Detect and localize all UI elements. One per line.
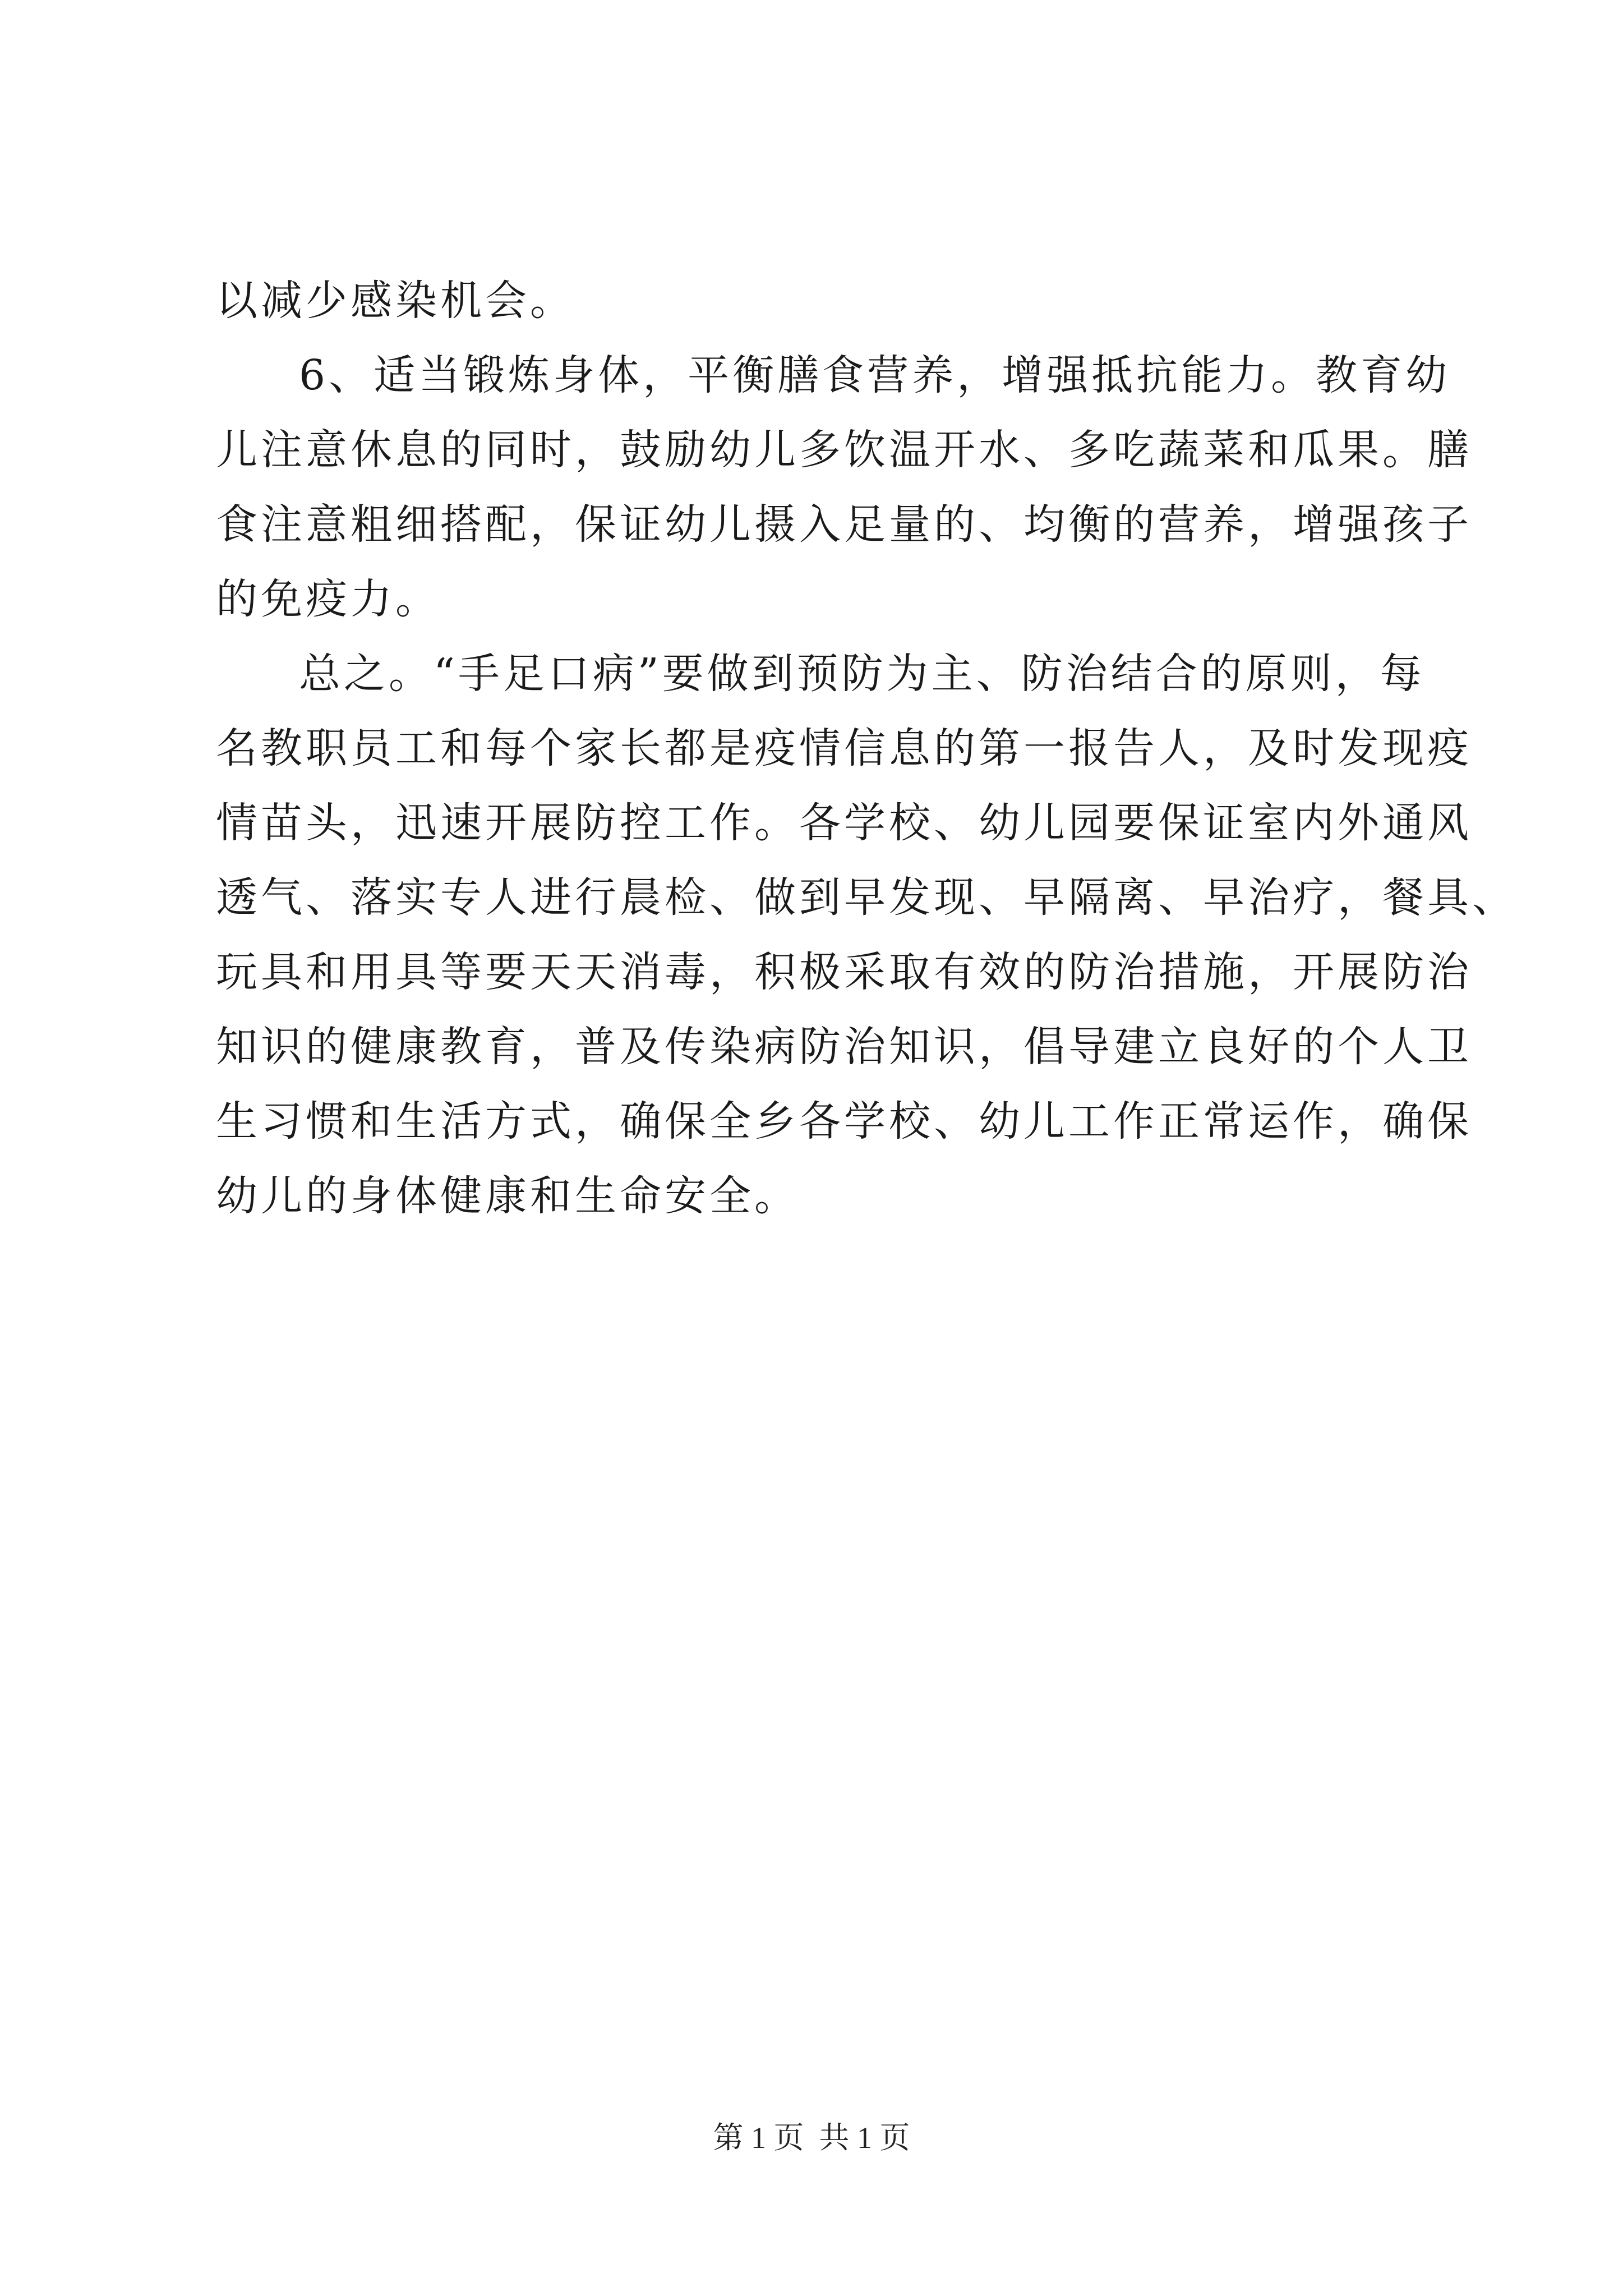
paragraph-3-line-1: 总之。“手足口病”要做到预防为主、防治结合的原则，每 (299, 650, 1425, 698)
document-body (216, 264, 1517, 1234)
page-footer: 第 1 页 共 1 页 (713, 2121, 910, 2155)
paragraph-3-line-8: 幼儿的身体健康和生命安全。 (216, 1172, 799, 1220)
paragraph-2-line-3: 食注意粗细搭配，保证幼儿摄入足量的、均衡的营养，增强孩子 (216, 500, 1472, 549)
paragraph-3-line-5: 玩具和用具等要天天消毒，积极采取有效的防治措施，开展防治 (216, 948, 1472, 996)
paragraph-1-line-1: 以减少感染机会。 (216, 277, 575, 325)
paragraph-3-line-2: 名教职员工和每个家长都是疫情信息的第一报告人，及时发现疫 (216, 724, 1472, 772)
paragraph-2-line-2: 儿注意休息的同时，鼓励幼儿多饮温开水、多吃蔬菜和瓜果。膳 (216, 426, 1472, 474)
paragraph-3-line-7: 生习惯和生活方式，确保全乡各学校、幼儿工作正常运作，确保 (216, 1097, 1472, 1145)
paragraph-2-line-1: 6、适当锻炼身体，平衡膳食营养，增强抵抗能力。教育幼 (299, 351, 1451, 399)
paragraph-3-line-6: 知识的健康教育，普及传染病防治知识，倡导建立良好的个人卫 (216, 1023, 1472, 1071)
paragraph-2-line-4: 的免疫力。 (216, 575, 440, 623)
paragraph-3-line-4: 透气、落实专人进行晨检、做到早发现、早隔离、早治疗，餐具、 (216, 873, 1517, 922)
paragraph-3-line-3: 情苗头，迅速开展防控工作。各学校、幼儿园要保证室内外通风 (216, 799, 1472, 847)
